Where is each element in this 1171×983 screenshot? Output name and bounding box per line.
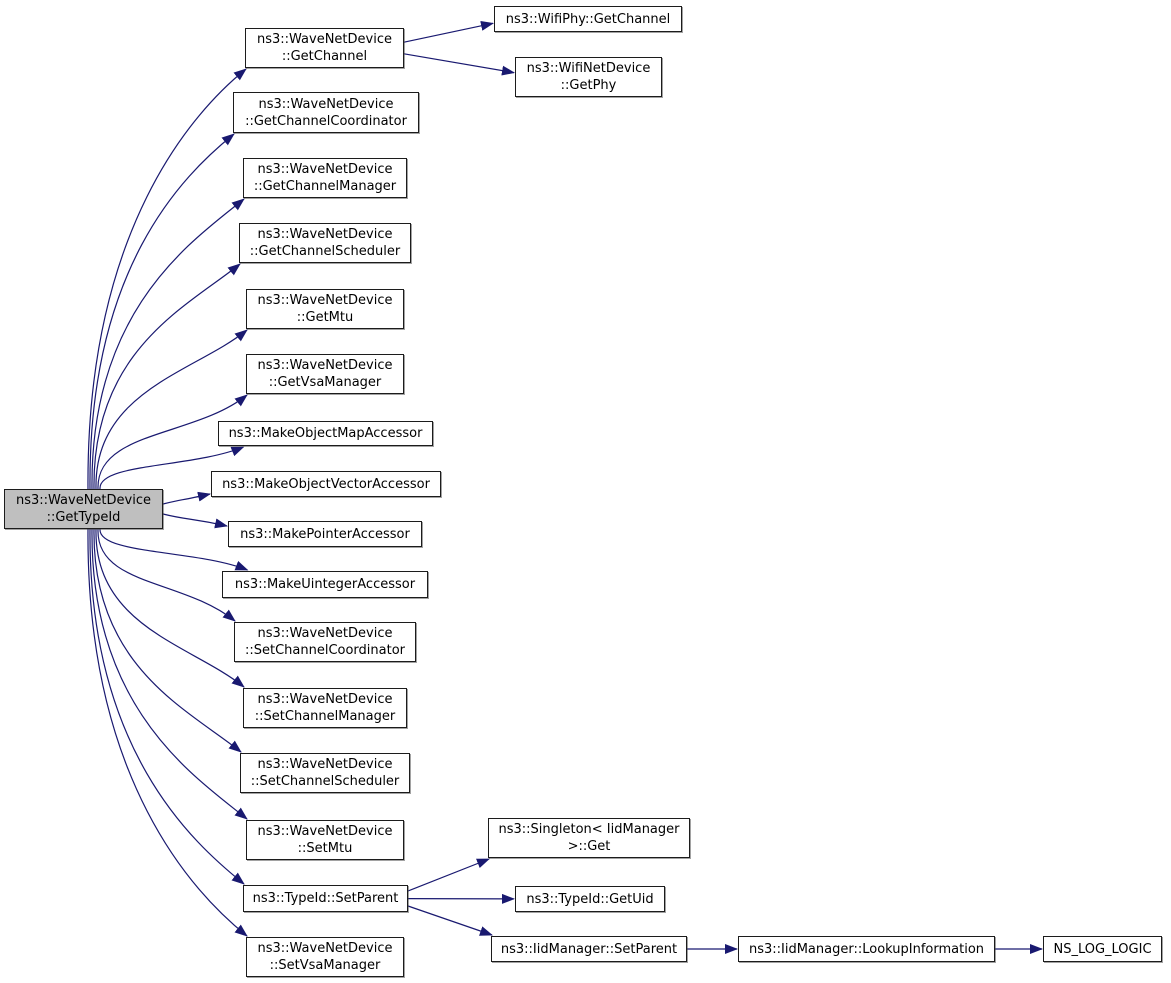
- node-label-line: ns3::TypeId::GetUid: [526, 891, 654, 907]
- node-label-line: ns3::IidManager::LookupInformation: [748, 941, 985, 957]
- node-label-line: ns3::WaveNetDevice: [257, 293, 393, 308]
- node-label-line: ns3::WaveNetDevice: [257, 162, 393, 177]
- graph-node-wifiphy-get-channel[interactable]: [494, 6, 682, 32]
- graph-node-iidmanager-lookup-information[interactable]: [738, 936, 995, 962]
- graph-node-get-mtu[interactable]: [246, 289, 404, 329]
- graph-node-set-channel-scheduler[interactable]: [240, 753, 410, 793]
- graph-node-make-uinteger-accessor[interactable]: [222, 571, 428, 598]
- node-label-line: ::GetVsaManager: [268, 375, 382, 390]
- edge-typeid-set-parent-to-singleton-iidmanager-get: [408, 859, 489, 891]
- node-label-line: ::SetVsaManager: [269, 958, 381, 973]
- graph-node-iidmanager-set-parent[interactable]: [491, 936, 687, 962]
- graph-node-get-channel-manager[interactable]: [243, 158, 407, 198]
- graph-node-singleton-iidmanager-get[interactable]: [488, 818, 690, 858]
- graph-node-typeid-get-uid[interactable]: [515, 886, 665, 912]
- graph-node-wifinetdevice-get-phy[interactable]: [515, 57, 662, 97]
- node-label-line: ns3::WaveNetDevice: [15, 493, 151, 508]
- node-label-line: ns3::WaveNetDevice: [257, 358, 393, 373]
- node-label-line: ns3::WaveNetDevice: [258, 96, 394, 112]
- node-label-line: ns3::WifiNetDevice: [526, 61, 651, 76]
- graph-node-make-object-map-accessor[interactable]: [218, 421, 433, 446]
- graph-node-get-vsa-manager[interactable]: [246, 354, 404, 394]
- edge-typeid-set-parent-to-iidmanager-set-parent: [408, 906, 492, 935]
- graph-node-set-mtu[interactable]: [246, 820, 404, 860]
- edge-get-type-id-to-set-channel-coordinator: [98, 529, 235, 621]
- edge-get-type-id-to-make-object-vector-accessor: [163, 494, 210, 504]
- node-label-line: ns3::MakeUintegerAccessor: [234, 577, 416, 592]
- node-label-line: ::GetChannelScheduler: [249, 244, 401, 259]
- graph-node-set-channel-coordinator[interactable]: [234, 622, 416, 662]
- node-label-line: ::GetChannelCoordinator: [245, 113, 407, 129]
- node-label-line: ns3::WaveNetDevice: [256, 32, 392, 47]
- node-label-line: ::SetMtu: [297, 841, 353, 856]
- edge-get-channel-to-wifinetdevice-get-phy: [404, 54, 514, 73]
- graph-node-get-channel-scheduler[interactable]: [239, 223, 411, 263]
- graph-node-ns-log-logic[interactable]: [1043, 936, 1162, 962]
- node-label-line: ::SetChannelScheduler: [250, 774, 400, 789]
- node-label-line: ns3::MakeObjectMapAccessor: [228, 426, 423, 441]
- node-label-line: ::GetChannelManager: [253, 179, 397, 194]
- node-label-line: ns3::MakeObjectVectorAccessor: [222, 476, 430, 492]
- graph-node-make-pointer-accessor[interactable]: [228, 521, 422, 547]
- edge-get-type-id-to-make-uinteger-accessor: [100, 529, 248, 570]
- edge-get-type-id-to-get-channel-coordinator: [90, 134, 234, 489]
- node-label-line: ns3::WaveNetDevice: [257, 626, 393, 641]
- graph-node-set-vsa-manager[interactable]: [246, 937, 404, 977]
- graph-node-set-channel-manager[interactable]: [243, 688, 407, 728]
- graph-node-get-channel[interactable]: [245, 28, 404, 68]
- graph-node-get-type-id: [4, 489, 163, 529]
- node-label-line: ns3::WaveNetDevice: [257, 692, 393, 707]
- node-label-line: ::GetChannel: [281, 49, 368, 64]
- edge-get-channel-to-wifiphy-get-channel: [404, 23, 493, 42]
- node-label-line: ns3::Singleton< IidManager: [498, 822, 680, 837]
- node-label-line: NS_LOG_LOGIC: [1053, 941, 1152, 957]
- edge-get-type-id-to-set-channel-manager: [96, 529, 244, 687]
- node-label-line: ns3::WaveNetDevice: [257, 941, 393, 956]
- node-label-line: ::GetTypeId: [46, 510, 121, 525]
- edge-get-type-id-to-make-pointer-accessor: [163, 514, 227, 526]
- node-label-line: ns3::TypeId::SetParent: [252, 891, 399, 906]
- node-label-line: >::Get: [567, 839, 611, 854]
- node-label-line: ns3::WaveNetDevice: [257, 757, 393, 772]
- node-label-line: ns3::WifiPhy::GetChannel: [505, 11, 671, 27]
- graph-node-make-object-vector-accessor[interactable]: [211, 471, 441, 497]
- node-label-line: ::GetPhy: [560, 78, 617, 93]
- node-label-line: ::SetChannelCoordinator: [244, 643, 406, 658]
- graph-node-get-channel-coordinator[interactable]: [233, 92, 419, 133]
- node-label-line: ns3::WaveNetDevice: [257, 227, 393, 242]
- node-label-line: ns3::MakePointerAccessor: [240, 526, 410, 542]
- node-label-line: ns3::IidManager::SetParent: [500, 941, 678, 957]
- edge-get-type-id-to-typeid-set-parent: [90, 529, 244, 884]
- node-label-line: ns3::WaveNetDevice: [257, 824, 393, 839]
- graph-node-typeid-set-parent[interactable]: [243, 885, 408, 912]
- node-label-line: ::GetMtu: [296, 310, 354, 325]
- node-label-line: ::SetChannelManager: [254, 709, 396, 724]
